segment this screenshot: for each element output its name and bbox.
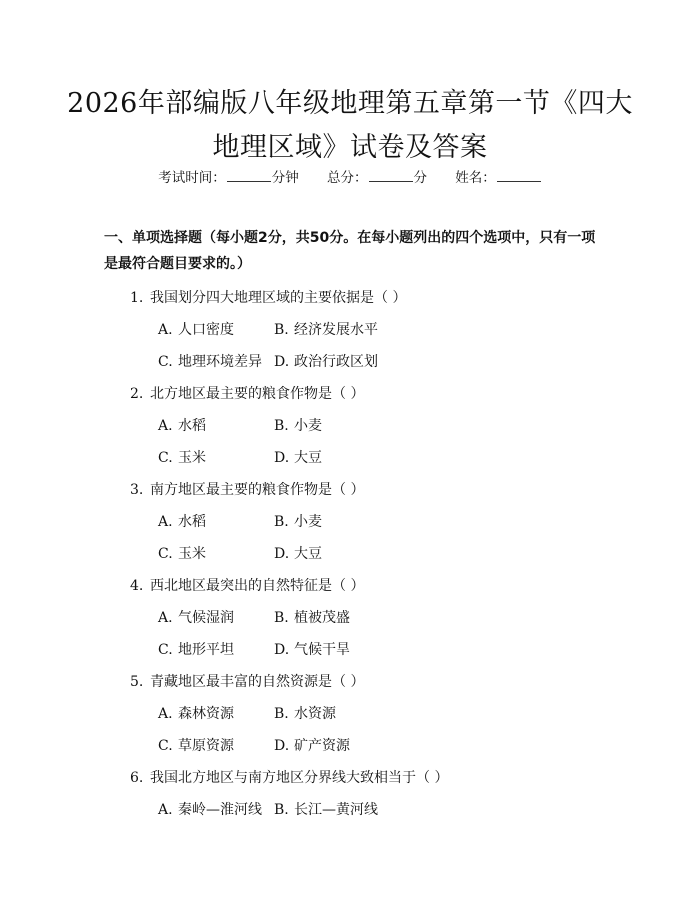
option-text: 玉米 bbox=[178, 546, 206, 562]
option-text: 长江—黄河线 bbox=[294, 802, 378, 818]
question-6 bbox=[130, 762, 600, 794]
question-number: 2. bbox=[130, 386, 144, 402]
answer-option[interactable] bbox=[158, 730, 274, 762]
exam-meta bbox=[0, 166, 700, 186]
answer-option[interactable] bbox=[274, 538, 390, 570]
option-letter: C. bbox=[158, 546, 173, 562]
question-text: 青藏地区最丰富的自然资源是（ ） bbox=[150, 674, 365, 690]
time-unit: 分钟 bbox=[271, 170, 299, 186]
option-letter: D. bbox=[274, 354, 290, 370]
answer-option[interactable] bbox=[158, 346, 274, 378]
option-row bbox=[130, 602, 600, 634]
option-text: 小麦 bbox=[294, 514, 322, 530]
option-text: 人口密度 bbox=[178, 322, 234, 338]
score-blank[interactable] bbox=[369, 169, 413, 182]
option-letter: B. bbox=[274, 610, 289, 626]
option-row bbox=[130, 346, 600, 378]
option-letter: A. bbox=[158, 610, 173, 626]
answer-option[interactable] bbox=[274, 346, 390, 378]
option-text: 气候湿润 bbox=[178, 610, 234, 626]
option-letter: C. bbox=[158, 738, 173, 754]
total-score bbox=[327, 166, 427, 186]
option-letter: C. bbox=[158, 354, 173, 370]
option-row bbox=[130, 538, 600, 570]
option-row bbox=[130, 410, 600, 442]
option-text: 草原资源 bbox=[178, 738, 234, 754]
answer-option[interactable] bbox=[274, 730, 390, 762]
option-text: 玉米 bbox=[178, 450, 206, 466]
answer-option[interactable] bbox=[158, 314, 274, 346]
option-letter: A. bbox=[158, 514, 173, 530]
question-text: 我国北方地区与南方地区分界线大致相当于（ ） bbox=[150, 770, 449, 786]
answer-option[interactable] bbox=[274, 442, 390, 474]
option-letter: D. bbox=[274, 642, 290, 658]
question-text: 南方地区最主要的粮食作物是（ ） bbox=[150, 482, 365, 498]
option-letter: B. bbox=[274, 322, 289, 338]
exam-time bbox=[158, 166, 299, 186]
option-text: 矿产资源 bbox=[294, 738, 350, 754]
student-name bbox=[455, 166, 542, 186]
option-text: 地理环境差异 bbox=[178, 354, 262, 370]
answer-option[interactable] bbox=[274, 634, 390, 666]
option-row bbox=[130, 794, 600, 826]
option-letter: B. bbox=[274, 706, 289, 722]
answer-option[interactable] bbox=[158, 410, 274, 442]
option-text: 小麦 bbox=[294, 418, 322, 434]
option-letter: A. bbox=[158, 706, 173, 722]
option-letter: B. bbox=[274, 802, 289, 818]
answer-option[interactable] bbox=[274, 602, 390, 634]
option-letter: B. bbox=[274, 514, 289, 530]
question-number: 3. bbox=[130, 482, 144, 498]
answer-option[interactable] bbox=[158, 442, 274, 474]
answer-option[interactable] bbox=[158, 634, 274, 666]
time-blank[interactable] bbox=[227, 169, 271, 182]
option-text: 大豆 bbox=[294, 450, 322, 466]
name-label: 姓名： bbox=[455, 170, 496, 186]
option-letter: B. bbox=[274, 418, 289, 434]
option-letter: D. bbox=[274, 450, 290, 466]
answer-option[interactable] bbox=[274, 794, 390, 826]
question-4 bbox=[130, 570, 600, 602]
answer-option[interactable] bbox=[158, 506, 274, 538]
question-1 bbox=[130, 282, 600, 314]
answer-option[interactable] bbox=[274, 698, 390, 730]
option-letter: D. bbox=[274, 546, 290, 562]
answer-option[interactable] bbox=[274, 410, 390, 442]
question-number: 5. bbox=[130, 674, 144, 690]
question-number: 4. bbox=[130, 578, 144, 594]
option-row bbox=[130, 442, 600, 474]
question-text: 我国划分四大地理区域的主要依据是（ ） bbox=[150, 290, 407, 306]
answer-option[interactable] bbox=[158, 538, 274, 570]
answer-option[interactable] bbox=[274, 314, 390, 346]
question-2 bbox=[130, 378, 600, 410]
option-text: 森林资源 bbox=[178, 706, 234, 722]
name-blank[interactable] bbox=[497, 169, 541, 182]
question-5 bbox=[130, 666, 600, 698]
answer-option[interactable] bbox=[158, 602, 274, 634]
option-text: 气候干旱 bbox=[294, 642, 350, 658]
option-letter: C. bbox=[158, 642, 173, 658]
option-text: 大豆 bbox=[294, 546, 322, 562]
question-text: 北方地区最主要的粮食作物是（ ） bbox=[150, 386, 365, 402]
option-text: 地形平坦 bbox=[178, 642, 234, 658]
question-text: 西北地区最突出的自然特征是（ ） bbox=[150, 578, 365, 594]
option-letter: A. bbox=[158, 322, 173, 338]
option-row bbox=[130, 314, 600, 346]
option-text: 秦岭—淮河线 bbox=[178, 802, 262, 818]
option-letter: A. bbox=[158, 802, 173, 818]
question-number: 1. bbox=[130, 290, 144, 306]
option-row bbox=[130, 634, 600, 666]
score-unit: 分 bbox=[413, 170, 427, 186]
option-text: 政治行政区划 bbox=[294, 354, 378, 370]
question-3 bbox=[130, 474, 600, 506]
option-text: 水稻 bbox=[178, 514, 206, 530]
answer-option[interactable] bbox=[158, 698, 274, 730]
time-label: 考试时间： bbox=[158, 170, 226, 186]
option-text: 经济发展水平 bbox=[294, 322, 378, 338]
option-letter: A. bbox=[158, 418, 173, 434]
question-number: 6. bbox=[130, 770, 144, 786]
answer-option[interactable] bbox=[274, 506, 390, 538]
option-row bbox=[130, 698, 600, 730]
option-text: 植被茂盛 bbox=[294, 610, 350, 626]
section-heading: 一、单项选择题（每小题2分，共50分。在每小题列出的四个选项中，只有一项是最符合题目要求的。） bbox=[104, 230, 596, 272]
option-letter: D. bbox=[274, 738, 290, 754]
page-title: 2026年部编版八年级地理第五章第一节《四大地理区域》试卷及答案 bbox=[67, 88, 633, 163]
option-text: 水资源 bbox=[294, 706, 336, 722]
answer-option[interactable] bbox=[158, 794, 274, 826]
score-label: 总分： bbox=[327, 170, 368, 186]
option-text: 水稻 bbox=[178, 418, 206, 434]
option-letter: C. bbox=[158, 450, 173, 466]
option-row bbox=[130, 730, 600, 762]
question-list bbox=[130, 282, 600, 826]
option-row bbox=[130, 506, 600, 538]
